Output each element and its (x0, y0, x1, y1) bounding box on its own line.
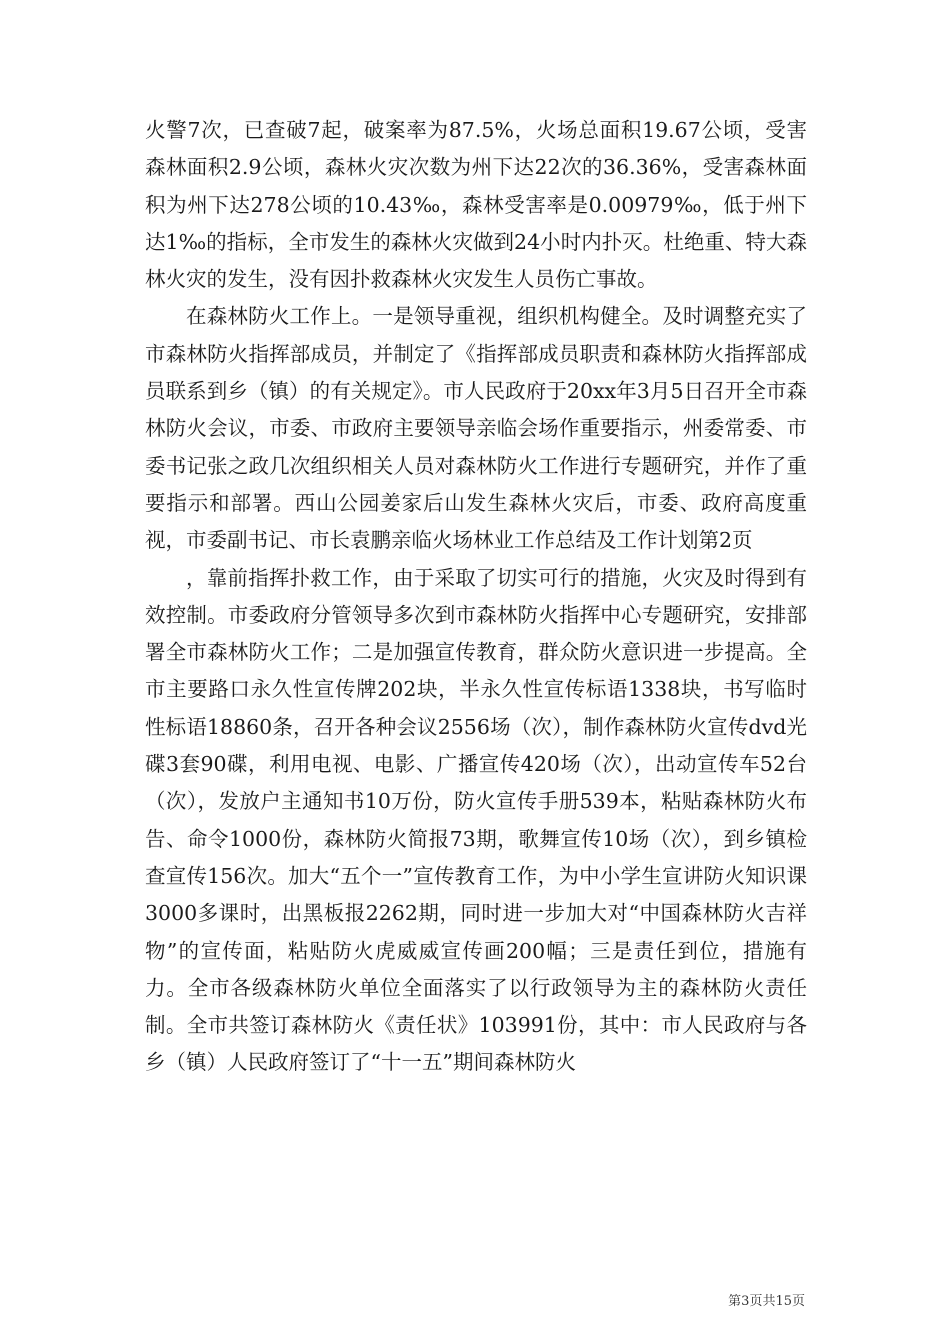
paragraph-leadership: 在森林防火工作上。一是领导重视，组织机构健全。及时调整充实了市森林防火指挥部成员，并制定了《指挥部成员职责和森林防火指挥部成员联系到乡（镇）的有关规定》。市人民政府于20xx年3月5日召开全市森林防火会议，市委、市政府主要领导亲临会场作重要指示，州委常委、市委书记张之政几次组织相关人员对森林防火工作进行专题研究，并作了重要指示和部署。西山公园姜家后山发生森林火灾后，市委、政府高度重视，市委副书记、市长袁鹏亲临火场林业工作总结及工作计划第2页 (145, 304, 807, 553)
page-number: 第3页共15页 (728, 1294, 805, 1309)
paragraph-fire-statistics: 火警7次，已查破7起，破案率为87.5%，火场总面积19.67公顷，受害森林面积2.9公顷，森林火灾次数为州下达22次的36.36%，受害森林面积为州下达278公顷的10.43‰，森林受害率是0.00979‰，低于州下达1‰的指标，全市发生的森林火灾做到24小时内扑灭。杜绝重、特大森林火灾的发生，没有因扑救森林火灾发生人员伤亡事故。 (145, 118, 807, 292)
paragraph-publicity: ，靠前指挥扑救工作，由于采取了切实可行的措施，火灾及时得到有效控制。市委政府分管领导多次到市森林防火指挥中心专题研究，安排部署全市森林防火工作；二是加强宣传教育，群众防火意识进一步提高。全市主要路口永久性宣传牌202块，半永久性宣传标语1338块，书写临时性标语18860条，召开各种会议2556场（次），制作森林防火宣传dvd光碟3套90碟，利用电视、电影、广播宣传420场（次），出动宣传车52台（次），发放户主通知书10万份，防火宣传手册539本，粘贴森林防火布告、命令1000份，森林防火简报73期，歌舞宣传10场（次），到乡镇检查宣传156次。加大“五个一”宣传教育工作，为中小学生宣讲防火知识课3000多课时，出黑板报2262期，同时进一步加大对“中国森林防火吉祥物”的宣传面，粘贴防火虎威威宣传画200幅；三是责任到位，措施有力。全市各级森林防火单位全面落实了以行政领导为主的森林防火责任制。全市共签订森林防火《责任状》103991份，其中：市人民政府与各乡（镇）人民政府签订了“十一五”期间森林防火 (145, 565, 807, 1075)
body-text (145, 112, 807, 1082)
